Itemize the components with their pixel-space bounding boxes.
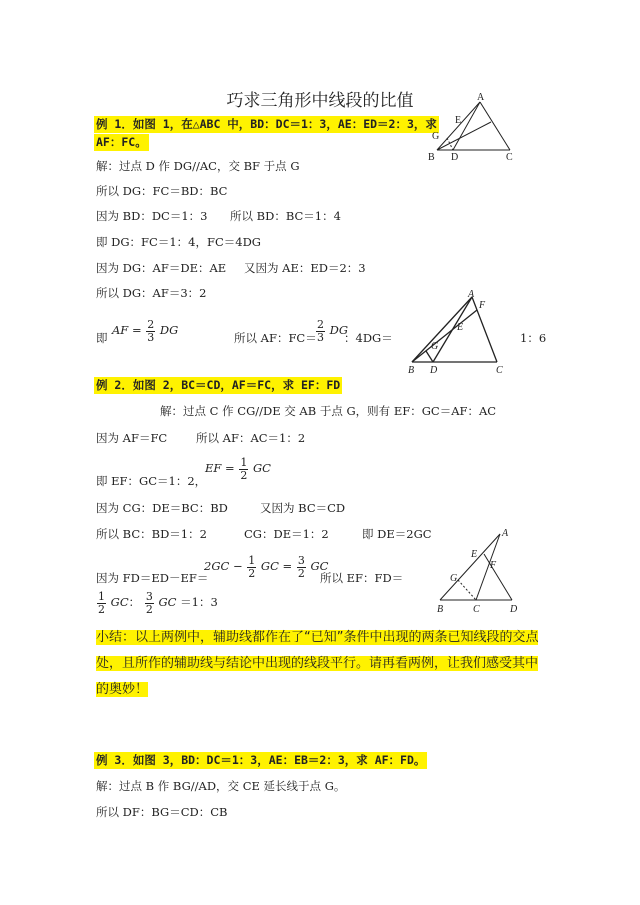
fig2-label-b: B [437,604,444,615]
formula-gc: GC [252,461,271,475]
figure1b-triangle [404,290,514,376]
ex2-line-3: 即 EF：GC＝1：2， [96,474,207,488]
fig1-label-d: D [451,152,459,163]
fraction-half-2: $\frac{1}{2}$ [248,553,256,580]
ex3-line-1: 解：过点 B 作 BG//AD，交 CE 延长线于点 G。 [96,779,346,793]
formula-gc-3: GC [110,595,129,609]
ex1-line-5b: 又因为 AE：ED＝2：3 [244,261,366,275]
ex2-line-5c: 即 DE＝2GC [362,527,432,541]
ex1-formula-af [112,314,178,346]
fraction-three-halves-2: $\frac{3}{2}$ [145,589,153,616]
ex2-line-4b: 又因为 BC＝CD [260,501,346,515]
fig1b-label-e: E [457,322,464,333]
ex2-formula-fd [204,548,329,584]
fig1b-label-g: G [431,341,439,352]
ex1-line-3b: 所以 BD：BC＝1：4 [230,209,341,223]
formula-gc-2: GC [310,559,329,573]
summary-paragraph [96,625,546,703]
ex1-line-1: 解：过点 D 作 DG//AC，交 BF 于点 G [96,159,300,173]
ex2-line-6b: 所以 EF：FD＝ [320,571,404,585]
ex2-formula-result: $\frac{1}{2}$ GC： $\frac{3}{2}$ GC ＝1：3 [98,589,218,616]
formula-dg: DG [159,323,179,337]
fig1b-label-b: B [408,365,415,376]
fig2-label-e: E [471,549,478,560]
fig1b-label-f: F [479,300,486,311]
ex1-line-2: 所以 DG：FC＝BD：BC [96,184,228,198]
ex1-line-5a: 因为 DG：AF＝DE：AE [96,261,227,275]
fraction-half-3: $\frac{1}{2}$ [98,589,105,616]
ex1-line-7-after: ：4DG＝ [344,331,393,345]
fig1-label-c: C [506,152,513,163]
ex2-result: ＝1：3 [180,595,218,609]
fraction-two-thirds-2: $\frac{2}{3}$ [317,317,324,344]
fig1-label-e: E [455,115,462,126]
ex2-line-5a: 所以 BC：BD＝1：2 [96,527,207,541]
page-title: 巧求三角形中线段的比值 [226,91,414,111]
fig1-label-g: G [432,131,440,142]
ex2-formula-ef [205,452,271,484]
fig1b-label-c: C [496,365,503,376]
formula-dg-2: DG [329,323,349,337]
ex3-line-2: 所以 DF：BG＝CD：CB [96,805,228,819]
ex2-line-2a: 因为 AF＝FC [96,431,168,445]
formula-gc-4: GC [158,595,177,609]
ex1-line-4: 即 DG：FC＝1：4，FC＝4DG [96,235,261,249]
ex2-line-4a: 因为 CG：DE＝BC：BD [96,501,228,515]
fig2-label-g: G [450,573,458,584]
fraction-three-halves: $\frac{3}{2}$ [297,553,305,580]
ex2-line-6a: 因为 FD＝ED－EF＝ [96,571,209,585]
formula-ef-lhs: EF = [205,461,235,475]
fig2-label-f: F [490,560,497,571]
fig1-label-b: B [428,152,435,163]
figure2-triangle [430,528,530,616]
ex2-line-5b: CG：DE＝1：2 [244,527,329,541]
ex1-line-6: 所以 DG：AF＝3：2 [96,286,207,300]
fig2-label-d: D [510,604,518,615]
ex2-line-2b: 所以 AF：AC＝1：2 [196,431,306,445]
fig1b-label-a: A [468,290,475,300]
fig2-label-c: C [473,604,480,615]
fraction-two-thirds: $\frac{2}{3}$ [147,317,155,344]
ex2-line-1: 解：过点 C 作 CG//DE 交 AB 于点 G，则有 EF：GC＝AF：AC [160,404,497,418]
ex1-line-7-prefix: 即 [96,331,108,345]
formula-2gc: 2GC − [204,559,243,573]
formula-af-lhs: AF = [112,323,142,337]
example1-heading-line2: AF：FC。 [96,135,147,149]
example2-heading: 例 2．如图 2，BC＝CD，AF＝FC，求 EF：FD [96,378,341,392]
fig1b-label-d: D [430,365,438,376]
fig1-label-a: A [477,92,485,103]
summary-text: 小结：以上两例中，辅助线都作在了“已知”条件中出现的两条已知线段的交点处，且所作的辅助线与结论中出现的线段平行。请再看两例，让我们感受其中的奥妙！ [96,630,539,697]
fraction-half: $\frac{1}{2}$ [240,455,248,482]
example1-heading-line1: 例 1．如图 1，在△ABC 中，BD：DC＝1：3，AE：ED＝2：3，求 [96,117,437,131]
ex1-line-7-mid: 所以 AF：FC＝ [234,331,317,345]
ex1-result: 1：6 [520,331,547,345]
ex1-line-3a: 因为 BD：DC＝1：3 [96,209,208,223]
formula-gc-eq: GC = [260,559,293,573]
fig2-label-a: A [502,528,509,539]
example3-heading: 例 3．如图 3，BD：DC＝1：3，AE：EB＝2：3，求 AF：FD。 [96,753,426,767]
figure1-triangle [420,90,530,165]
